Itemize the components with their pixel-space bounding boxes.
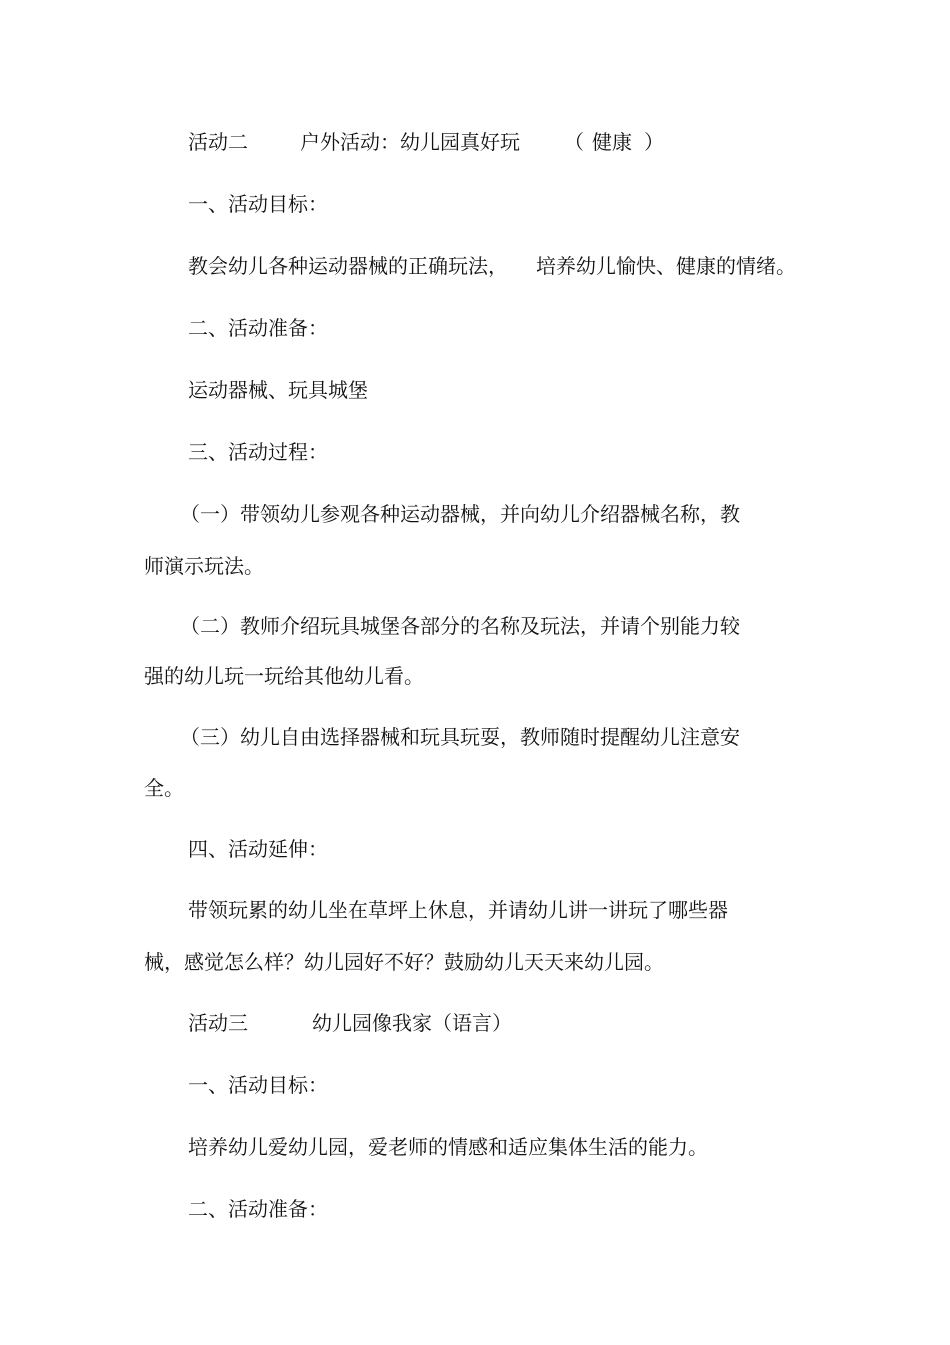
activity2-step2-line1: （二）教师介绍玩具城堡各部分的名称及玩法，并请个别能力较 [180, 614, 740, 638]
activity2-extension-heading: 四、活动延伸： [188, 837, 328, 861]
activity2-title-label: 活动二 [188, 130, 248, 154]
activity2-step3-line1: （三）幼儿自由选择器械和玩具玩耍，教师随时提醒幼儿注意安 [180, 725, 740, 749]
activity2-prep-text: 运动器械、玩具城堡 [188, 378, 368, 402]
activity2-title-paren-open: （ [564, 130, 584, 154]
activity3-title-label: 活动三 [188, 1011, 248, 1035]
activity2-title-paren-close: ） [644, 130, 664, 154]
activity2-title [188, 130, 668, 154]
activity2-extension-line1: 带领玩累的幼儿坐在草坪上休息，并请幼儿讲一讲玩了哪些器 [188, 898, 728, 922]
activity3-title-name: 幼儿园像我家（语言） [312, 1011, 512, 1035]
activity2-goal-text [188, 254, 808, 278]
activity3-prep-heading: 二、活动准备： [188, 1197, 328, 1221]
activity2-goal-text-b: 培养幼儿愉快、健康的情绪。 [536, 254, 796, 278]
activity2-step2-line2: 强的幼儿玩一玩给其他幼儿看。 [144, 664, 424, 688]
activity2-title-subject: 健康 [592, 130, 632, 154]
activity2-goal-heading: 一、活动目标： [188, 192, 328, 216]
activity2-step3-line2: 全。 [144, 776, 184, 800]
activity3-title [188, 1011, 548, 1035]
activity3-goal-heading: 一、活动目标： [188, 1073, 328, 1097]
activity3-goal-text: 培养幼儿爱幼儿园，爱老师的情感和适应集体生活的能力。 [188, 1135, 708, 1159]
activity2-prep-heading: 二、活动准备： [188, 316, 328, 340]
activity2-title-name: 户外活动：幼儿园真好玩 [300, 130, 520, 154]
activity2-goal-text-a: 教会幼儿各种运动器械的正确玩法， [188, 254, 508, 278]
activity2-extension-line2: 械，感觉怎么样？幼儿园好不好？鼓励幼儿天天来幼儿园。 [144, 950, 664, 974]
activity2-step1-line1: （一）带领幼儿参观各种运动器械，并向幼儿介绍器械名称，教 [180, 502, 740, 526]
activity2-process-heading: 三、活动过程： [188, 440, 328, 464]
activity2-step1-line2: 师演示玩法。 [144, 554, 264, 578]
